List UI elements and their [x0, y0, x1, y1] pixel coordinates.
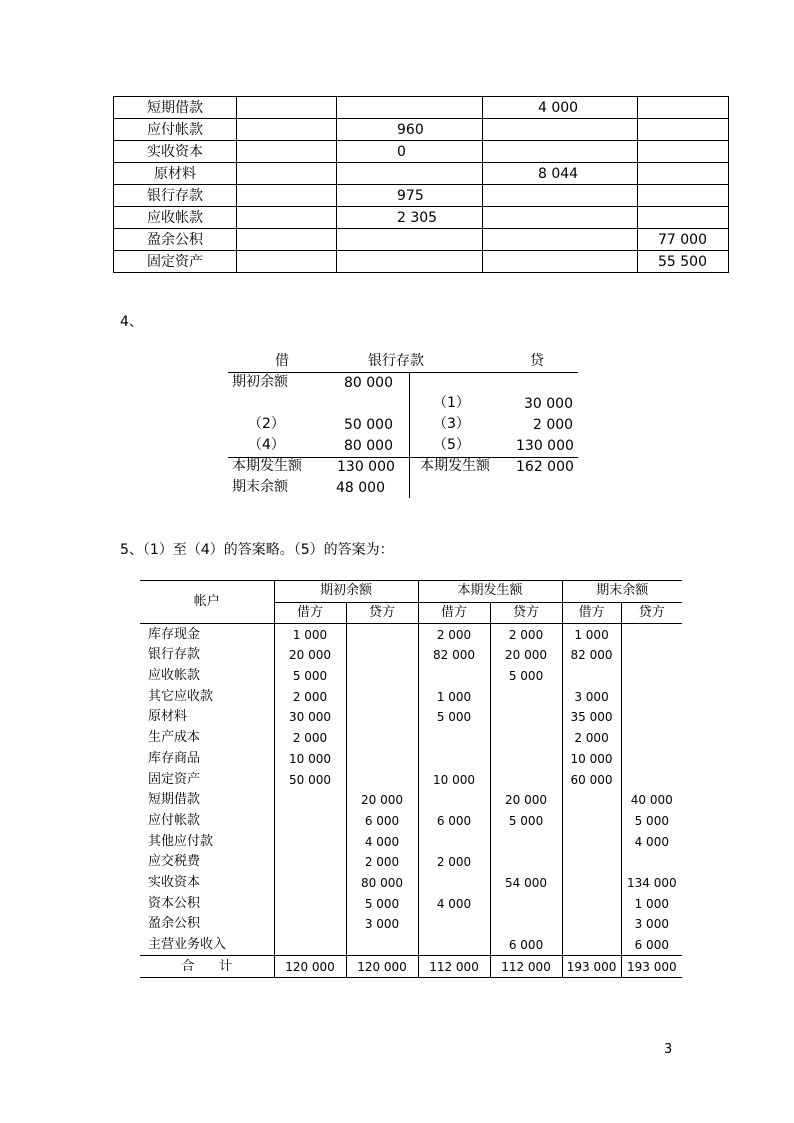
- t-account-bank-deposit: [228, 350, 578, 500]
- amount-cell: [346, 624, 418, 645]
- amount-cell: [237, 119, 337, 141]
- account-name-cell: 主营业务收入: [140, 935, 274, 956]
- account-name-cell: 其它应收款: [140, 686, 274, 707]
- table-row: [114, 207, 729, 229]
- right-period-total: 162 000: [516, 459, 574, 475]
- amount-cell: [346, 935, 418, 956]
- table-row: [114, 97, 729, 119]
- account-name-cell: 原材料: [114, 163, 237, 185]
- amount-cell: 2 000: [274, 686, 346, 707]
- amount-cell: 10 000: [418, 769, 490, 790]
- amount-cell: 960: [337, 119, 483, 141]
- amount-cell: [237, 163, 337, 185]
- amount-cell: 6 000: [621, 935, 682, 956]
- section-5-heading: 5、（1）至（4）的答案略。（5）的答案为：: [120, 542, 394, 558]
- amount-cell: [621, 645, 682, 666]
- left-period-label: 本期发生额: [232, 458, 302, 474]
- amount-cell: [337, 97, 483, 119]
- amount-cell: [562, 935, 621, 956]
- account-name-cell: 应付帐款: [140, 811, 274, 832]
- period-amount-header: 本期发生额: [418, 581, 562, 603]
- amount-cell: 50 000: [274, 769, 346, 790]
- amount-cell: 20 000: [490, 645, 562, 666]
- right-entry-ref: （5）: [433, 437, 470, 453]
- amount-cell: [483, 207, 638, 229]
- amount-cell: [490, 769, 562, 790]
- debit-label: 借: [275, 353, 289, 369]
- amount-cell: [346, 707, 418, 728]
- amount-cell: [274, 935, 346, 956]
- amount-cell: [621, 624, 682, 645]
- amount-cell: 35 000: [562, 707, 621, 728]
- amount-cell: [418, 914, 490, 935]
- account-name-cell: 资本公积: [140, 893, 274, 914]
- amount-cell: 2 000: [346, 852, 418, 873]
- amount-cell: 10 000: [274, 749, 346, 770]
- amount-cell: [562, 831, 621, 852]
- amount-cell: [237, 185, 337, 207]
- right-entry-amount: 130 000: [516, 438, 574, 454]
- amount-cell: [483, 251, 638, 273]
- amount-cell: [337, 163, 483, 185]
- amount-cell: [490, 728, 562, 749]
- table-row: [114, 119, 729, 141]
- amount-cell: [638, 185, 729, 207]
- amount-cell: [621, 707, 682, 728]
- total-amount-cell: 193 000: [562, 956, 621, 978]
- amount-cell: 5 000: [490, 811, 562, 832]
- account-name-cell: 实收资本: [114, 141, 237, 163]
- total-row: [140, 956, 682, 978]
- amount-cell: 0: [337, 141, 483, 163]
- amount-cell: [274, 893, 346, 914]
- amount-cell: [562, 852, 621, 873]
- amount-cell: 975: [337, 185, 483, 207]
- amount-cell: [490, 852, 562, 873]
- page-number: 3: [664, 1042, 673, 1057]
- amount-cell: 1 000: [621, 893, 682, 914]
- amount-cell: 77 000: [638, 229, 729, 251]
- amount-cell: [621, 728, 682, 749]
- amount-cell: 3 000: [621, 914, 682, 935]
- account-name-cell: 应收帐款: [140, 666, 274, 687]
- amount-cell: 20 000: [274, 645, 346, 666]
- table-row: [140, 749, 682, 770]
- table-row: [140, 893, 682, 914]
- table-row: [140, 873, 682, 894]
- amount-cell: [346, 728, 418, 749]
- amount-cell: [346, 686, 418, 707]
- amount-cell: 20 000: [346, 790, 418, 811]
- left-entry-amount: 80 000: [344, 438, 393, 454]
- amount-cell: 2 305: [337, 207, 483, 229]
- table-row: [140, 707, 682, 728]
- amount-cell: [621, 686, 682, 707]
- account-name-cell: 短期借款: [140, 790, 274, 811]
- account-name-cell: 应收帐款: [114, 207, 237, 229]
- right-period-label: 本期发生额: [420, 458, 490, 474]
- amount-cell: 3 000: [346, 914, 418, 935]
- table-row: [140, 811, 682, 832]
- amount-cell: [418, 749, 490, 770]
- amount-cell: 5 000: [490, 666, 562, 687]
- left-period-total: 130 000: [337, 459, 395, 475]
- table-row: [140, 790, 682, 811]
- amount-cell: [490, 893, 562, 914]
- table-row: [140, 935, 682, 956]
- account-name-cell: 原材料: [140, 707, 274, 728]
- account-name-cell: 固定资产: [114, 251, 237, 273]
- amount-cell: [274, 852, 346, 873]
- debit-header: 借方: [274, 602, 346, 624]
- amount-cell: [418, 831, 490, 852]
- amount-cell: 4 000: [418, 893, 490, 914]
- table-row: [140, 769, 682, 790]
- left-entry-ref: （2）: [248, 416, 285, 432]
- account-name-cell: 固定资产: [140, 769, 274, 790]
- debit-header: 借方: [418, 602, 490, 624]
- account-name-cell: 其他应付款: [140, 831, 274, 852]
- table-row: [140, 686, 682, 707]
- opening-balance-header: 期初余额: [274, 581, 418, 603]
- opening-value: 80 000: [344, 375, 393, 391]
- amount-cell: 5 000: [346, 893, 418, 914]
- amount-cell: [621, 769, 682, 790]
- right-entry-amount: 30 000: [524, 396, 573, 412]
- account-name-cell: 库存现金: [140, 624, 274, 645]
- table-row: [140, 852, 682, 873]
- table-row: [114, 229, 729, 251]
- amount-cell: 5 000: [418, 707, 490, 728]
- t-account-top-line: [228, 372, 578, 373]
- balance-table-fragment: [113, 96, 729, 273]
- table-row: [114, 141, 729, 163]
- amount-cell: [638, 141, 729, 163]
- amount-cell: 30 000: [274, 707, 346, 728]
- amount-cell: 2 000: [490, 624, 562, 645]
- amount-cell: [490, 749, 562, 770]
- trial-balance-table: [140, 580, 682, 978]
- amount-cell: 8 044: [483, 163, 638, 185]
- account-name-cell: 库存商品: [140, 749, 274, 770]
- t-account-divider: [409, 372, 410, 498]
- amount-cell: 55 500: [638, 251, 729, 273]
- closing-label: 期末余额: [232, 479, 288, 495]
- account-header: 帐户: [140, 581, 274, 624]
- amount-cell: 20 000: [490, 790, 562, 811]
- table-row: [140, 728, 682, 749]
- account-name-cell: 银行存款: [114, 185, 237, 207]
- account-name: 银行存款: [368, 353, 424, 369]
- amount-cell: 2 000: [562, 728, 621, 749]
- amount-cell: 134 000: [621, 873, 682, 894]
- left-entry-amount: 50 000: [344, 417, 393, 433]
- amount-cell: [418, 873, 490, 894]
- amount-cell: [418, 666, 490, 687]
- amount-cell: [237, 97, 337, 119]
- amount-cell: 5 000: [621, 811, 682, 832]
- credit-label: 贷: [530, 353, 544, 369]
- left-entry-ref: （4）: [248, 437, 285, 453]
- amount-cell: 1 000: [418, 686, 490, 707]
- account-name-cell: 应交税费: [140, 852, 274, 873]
- amount-cell: [490, 686, 562, 707]
- amount-cell: [337, 229, 483, 251]
- amount-cell: [621, 749, 682, 770]
- amount-cell: [562, 666, 621, 687]
- closing-value: 48 000: [336, 480, 385, 496]
- amount-cell: 10 000: [562, 749, 621, 770]
- amount-cell: [418, 935, 490, 956]
- account-name-cell: 盈余公积: [140, 914, 274, 935]
- amount-cell: 1 000: [562, 624, 621, 645]
- amount-cell: 2 000: [274, 728, 346, 749]
- total-label: 合 计: [140, 956, 274, 978]
- table-row: [140, 624, 682, 645]
- total-amount-cell: 112 000: [418, 956, 490, 978]
- amount-cell: [237, 141, 337, 163]
- amount-cell: 6 000: [346, 811, 418, 832]
- amount-cell: 4 000: [483, 97, 638, 119]
- amount-cell: [490, 831, 562, 852]
- right-entry-ref: （1）: [433, 395, 470, 411]
- amount-cell: [638, 207, 729, 229]
- amount-cell: [483, 141, 638, 163]
- table-row: [114, 185, 729, 207]
- table-row: [114, 251, 729, 273]
- amount-cell: [346, 645, 418, 666]
- amount-cell: [418, 790, 490, 811]
- table-row: [140, 914, 682, 935]
- amount-cell: 6 000: [418, 811, 490, 832]
- account-name-cell: 应付帐款: [114, 119, 237, 141]
- amount-cell: [274, 831, 346, 852]
- amount-cell: [483, 119, 638, 141]
- amount-cell: 60 000: [562, 769, 621, 790]
- amount-cell: [490, 707, 562, 728]
- table-row: [140, 831, 682, 852]
- right-entry-ref: （3）: [433, 416, 470, 432]
- right-entry-amount: 2 000: [533, 417, 574, 433]
- table-row: [140, 645, 682, 666]
- credit-header: 贷方: [490, 602, 562, 624]
- amount-cell: [237, 207, 337, 229]
- account-name-cell: 生产成本: [140, 728, 274, 749]
- amount-cell: [346, 749, 418, 770]
- account-name-cell: 实收资本: [140, 873, 274, 894]
- amount-cell: 82 000: [418, 645, 490, 666]
- amount-cell: 3 000: [562, 686, 621, 707]
- amount-cell: 54 000: [490, 873, 562, 894]
- amount-cell: [562, 893, 621, 914]
- amount-cell: [346, 769, 418, 790]
- amount-cell: [483, 229, 638, 251]
- amount-cell: 4 000: [621, 831, 682, 852]
- amount-cell: [237, 229, 337, 251]
- amount-cell: [483, 185, 638, 207]
- amount-cell: [274, 790, 346, 811]
- amount-cell: [274, 873, 346, 894]
- amount-cell: 2 000: [418, 624, 490, 645]
- amount-cell: [562, 914, 621, 935]
- opening-label: 期初余额: [232, 374, 288, 390]
- amount-cell: 1 000: [274, 624, 346, 645]
- total-amount-cell: 193 000: [621, 956, 682, 978]
- amount-cell: [274, 914, 346, 935]
- amount-cell: [621, 666, 682, 687]
- amount-cell: [337, 251, 483, 273]
- account-name-cell: 银行存款: [140, 645, 274, 666]
- total-amount-cell: 112 000: [490, 956, 562, 978]
- amount-cell: [490, 914, 562, 935]
- table-row: [114, 163, 729, 185]
- amount-cell: [562, 790, 621, 811]
- amount-cell: [418, 728, 490, 749]
- amount-cell: 40 000: [621, 790, 682, 811]
- amount-cell: 6 000: [490, 935, 562, 956]
- amount-cell: [638, 97, 729, 119]
- section-4-heading: 4、: [120, 314, 143, 330]
- amount-cell: [638, 163, 729, 185]
- credit-header: 贷方: [621, 602, 682, 624]
- amount-cell: 5 000: [274, 666, 346, 687]
- amount-cell: [562, 873, 621, 894]
- credit-header: 贷方: [346, 602, 418, 624]
- amount-cell: 4 000: [346, 831, 418, 852]
- amount-cell: [237, 251, 337, 273]
- table-row: [140, 666, 682, 687]
- total-amount-cell: 120 000: [346, 956, 418, 978]
- amount-cell: 82 000: [562, 645, 621, 666]
- amount-cell: [346, 666, 418, 687]
- account-name-cell: 盈余公积: [114, 229, 237, 251]
- closing-balance-header: 期末余额: [562, 581, 682, 603]
- debit-header: 借方: [562, 602, 621, 624]
- amount-cell: [621, 852, 682, 873]
- amount-cell: [274, 811, 346, 832]
- amount-cell: 2 000: [418, 852, 490, 873]
- amount-cell: 80 000: [346, 873, 418, 894]
- account-name-cell: 短期借款: [114, 97, 237, 119]
- total-amount-cell: 120 000: [274, 956, 346, 978]
- amount-cell: [638, 119, 729, 141]
- amount-cell: [562, 811, 621, 832]
